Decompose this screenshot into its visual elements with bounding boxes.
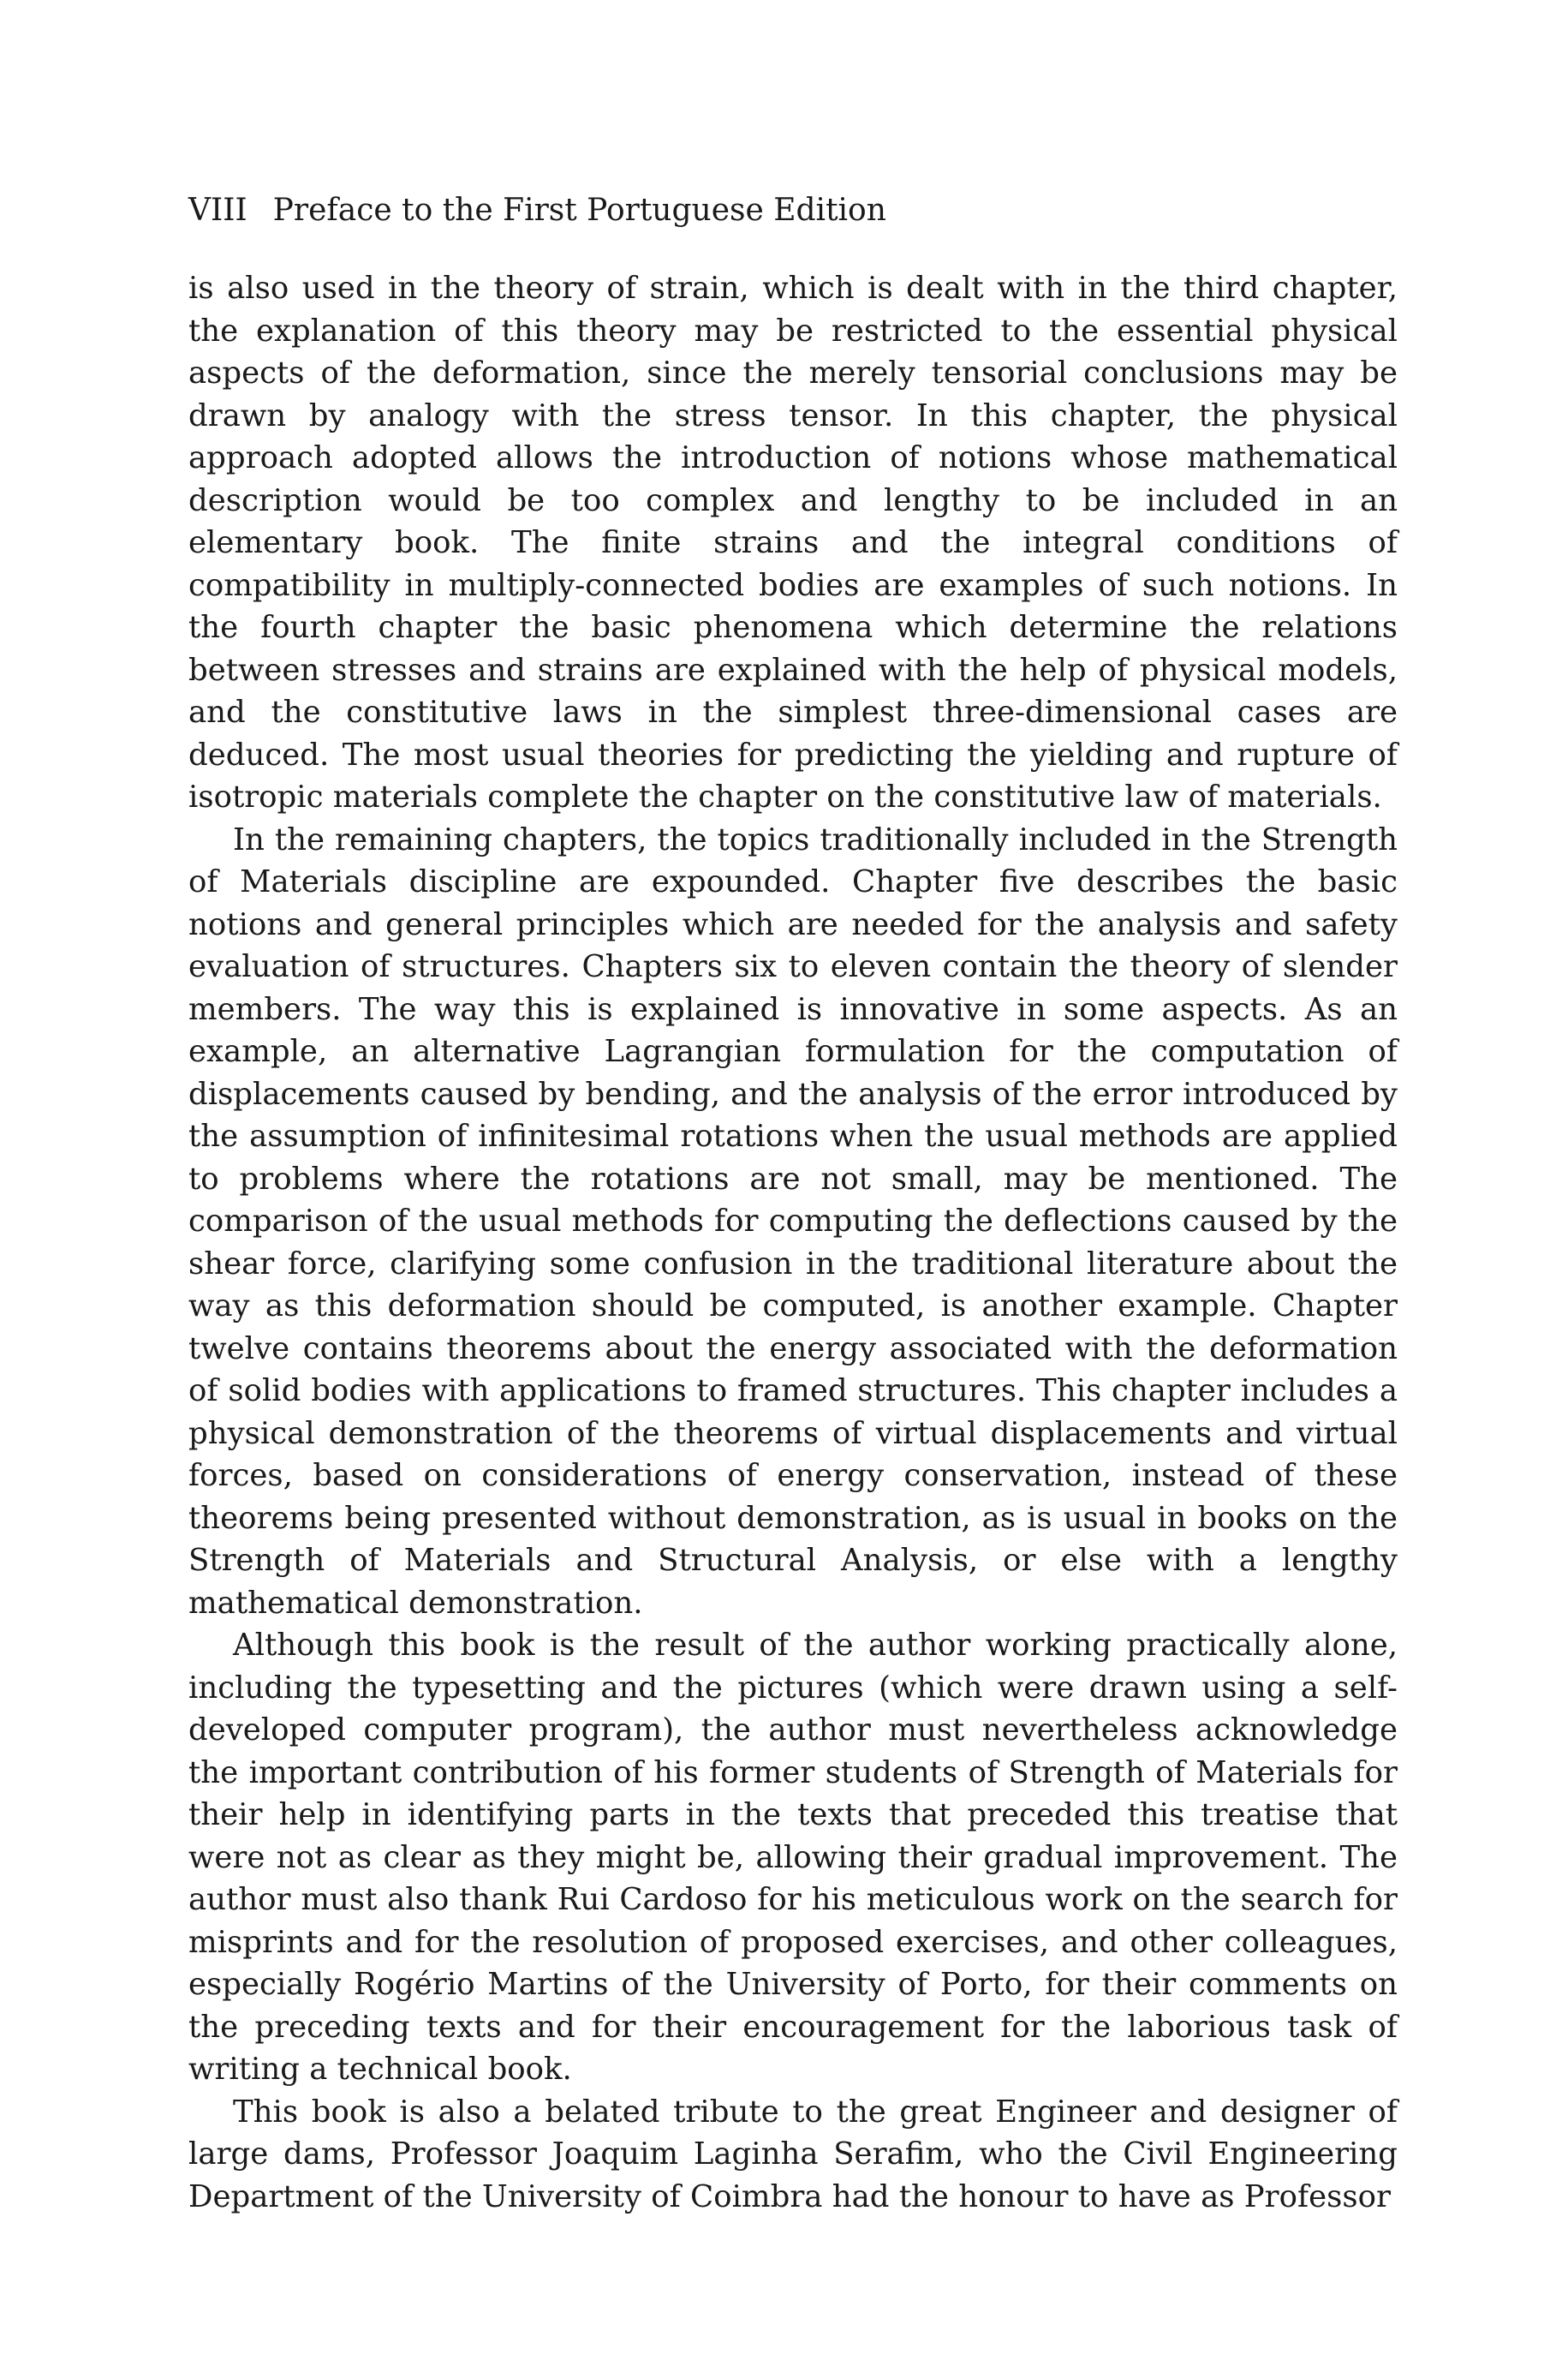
paragraph-remaining-chapters: In the remaining chapters, the topics traditionally included in the Strength of Materials discipline are expounded. Chapter five describes the basic notions and general principles which are needed for the analysis and safety evaluation of structures. Chapters six to eleven contain the theory of slender members. The way this is explained is innovative in some aspects. As an example, an alternative Lagrangian formulation for the computation of displacements caused by bending, and the analysis of the error introduced by the assumption of infinitesimal rotations when the usual methods are applied to problems where the rotations are not small, may be mentioned. The comparison of the usual methods for computing the deflections caused by the shear force, clarifying some confusion in the traditional literature about the way as this deformation should be computed, is another example. Chapter twelve contains theorems about the energy associated with the deformation of solid bodies with applications to framed structures. This chapter includes a physical demonstration of the theorems of virtual displacements and virtual forces, based on considerations of energy conservation, instead of these theorems being presented without demonstration, as is usual in books on the Strength of Materials and Structural Analysis, or else with a lengthy mathematical demonstration. [188,822,1398,1621]
running-title: Preface to the First Portuguese Edition [272,193,886,228]
paragraph-acknowledgements: Although this book is the result of the author working practically alone, including the typesetting and the pictures (which were drawn using a self-developed computer program), the author must nevertheless acknowledge the important contribution of his former students of Strength of Materials for their help in identifying parts in the texts that preceded this treatise that were not as clear as they might be, allowing their gradual improvement. The author must also thank Rui Cardoso for his meticulous work on the search for misprints and for the resolution of proposed exercises, and other colleagues, especially Rogério Martins of the University of Porto, for their comments on the preceding texts and for their encouragement for the laborious task of writing a technical book. [188,1628,1398,2087]
body-text [188,267,1398,2218]
running-head [188,190,1398,231]
paragraph-tribute: This book is also a belated tribute to the great Engineer and designer of large dams, Professor Joaquim Laginha Serafim, who the Civil Engineering Department of the University of Coimbra had the honour to have as Professor [188,2094,1398,2214]
page-number: VIII [188,193,247,228]
paragraph-continued: is also used in the theory of strain, which is dealt with in the third chapter, the explanation of this theory may be restricted to the essential physical aspects of the deformation, since the merely tensorial conclusions may be drawn by analogy with the stress tensor. In this chapter, the physical approach adopted allows the introduction of notions whose mathematical description would be too complex and lengthy to be included in an elementary book. The finite strains and the integral conditions of compatibility in multiply-connected bodies are examples of such notions. In the fourth chapter the basic phenomena which determine the relations between stresses and strains are explained with the help of physical models, and the constitutive laws in the simplest three-dimensional cases are deduced. The most usual theories for predicting the yielding and rupture of isotropic materials complete the chapter on the constitutive law of materials. [188,271,1398,815]
